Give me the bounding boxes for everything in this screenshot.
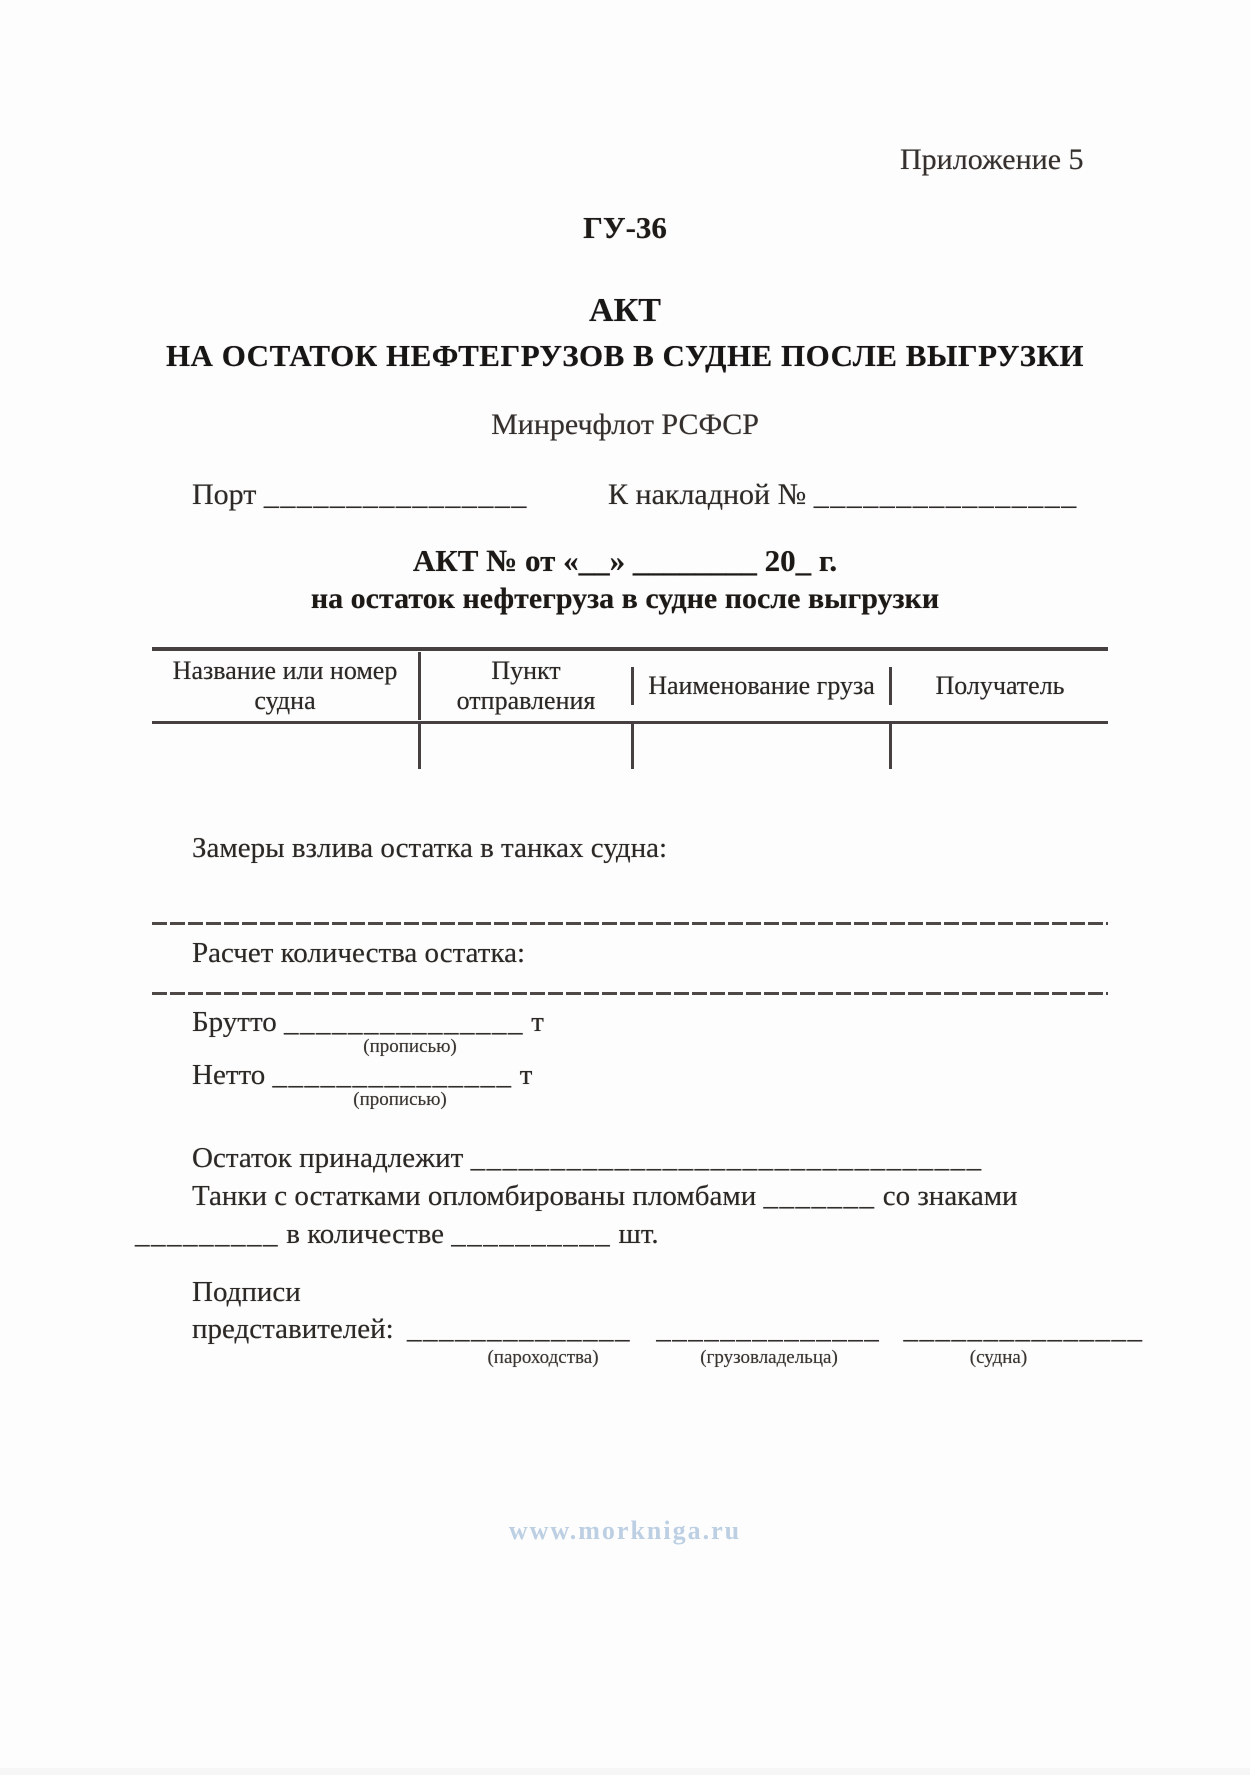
with-marks-label: со знаками <box>882 1180 1018 1212</box>
col-header-departure: Пункт отправления <box>418 652 631 720</box>
net-label: Нетто <box>192 1059 266 1091</box>
empty-cell <box>631 724 889 769</box>
marks-blank-field: _________ <box>135 1218 279 1250</box>
net-in-words-caption: (прописью) <box>353 1089 447 1110</box>
table-header-row <box>152 651 1108 724</box>
col-header-vessel: Название или номер судна <box>172 656 398 715</box>
act-subtitle-line: на остаток нефтегруза в судне после выгрузки <box>310 582 940 615</box>
signatures-label-line2: представителей: <box>192 1313 394 1345</box>
appendix-label: Приложение 5 <box>900 143 1084 176</box>
signature-blank-shipping: ______________ <box>406 1313 631 1345</box>
signatures-label-line1: Подписи <box>192 1276 301 1308</box>
gross-row <box>192 1006 544 1039</box>
shipping-company-caption: (пароходства) <box>487 1347 599 1368</box>
col-header-cargo: Наименование груза <box>631 667 889 705</box>
act-number-line: АКТ № от «__» ________ 20_ г. <box>412 543 838 578</box>
cargo-table <box>152 647 1108 769</box>
gross-label: Брутто <box>192 1006 277 1038</box>
table-empty-row <box>152 724 1108 769</box>
net-blank-field: _______________ <box>272 1059 513 1091</box>
blank-rule-line <box>152 992 1108 995</box>
signature-blank-vessel: _______________ <box>903 1313 1144 1345</box>
signature-blank-cargo-owner: ______________ <box>656 1313 881 1345</box>
port-label: Порт <box>192 478 257 511</box>
empty-cell <box>152 724 418 769</box>
belongs-label: Остаток принадлежит <box>192 1142 464 1174</box>
quantity-label: в количестве <box>286 1218 445 1250</box>
main-title: НА ОСТАТОК НЕФТЕГРУЗОВ В СУДНЕ ПОСЛЕ ВЫГРУЗКИ <box>165 338 1085 373</box>
quantity-row <box>135 1218 659 1251</box>
blank-rule-line <box>152 922 1108 925</box>
tanks-sealed-row <box>192 1180 1018 1213</box>
signatures-row <box>192 1313 1143 1346</box>
tanks-sealed-label: Танки с остатками опломбированы пломбами <box>192 1180 757 1212</box>
pieces-label: шт. <box>618 1218 659 1250</box>
col-header-receiver: Получатель <box>889 667 1108 705</box>
belongs-row <box>192 1142 983 1175</box>
gross-unit: т <box>531 1006 544 1038</box>
invoice-label: К накладной № <box>608 478 807 511</box>
net-row <box>192 1059 532 1092</box>
net-unit: т <box>519 1059 533 1091</box>
port-blank-field: ________________ <box>263 478 528 511</box>
empty-cell <box>418 724 631 769</box>
invoice-row <box>608 478 1078 512</box>
cargo-owner-caption: (грузовладельца) <box>700 1347 838 1368</box>
empty-cell <box>889 724 1108 769</box>
calculation-label: Расчет количества остатка: <box>192 937 526 969</box>
seals-blank-field: _______ <box>763 1180 876 1212</box>
form-code-label: ГУ-36 <box>583 210 667 245</box>
act-title: АКТ <box>589 292 661 329</box>
ministry-name: Минречфлот РСФСР <box>491 408 759 441</box>
watermark-text: www.morkniga.ru <box>508 1516 742 1545</box>
quantity-blank-field: __________ <box>451 1218 612 1250</box>
measurements-label: Замеры взлива остатка в танках судна: <box>192 832 668 864</box>
belongs-blank-field: ________________________________ <box>470 1142 983 1174</box>
invoice-blank-field: ________________ <box>813 478 1078 511</box>
vessel-caption: (судна) <box>969 1347 1028 1368</box>
scan-edge-strip <box>0 1768 1250 1775</box>
port-row <box>192 478 528 512</box>
gross-blank-field: _______________ <box>283 1006 524 1038</box>
gross-in-words-caption: (прописью) <box>363 1036 457 1057</box>
